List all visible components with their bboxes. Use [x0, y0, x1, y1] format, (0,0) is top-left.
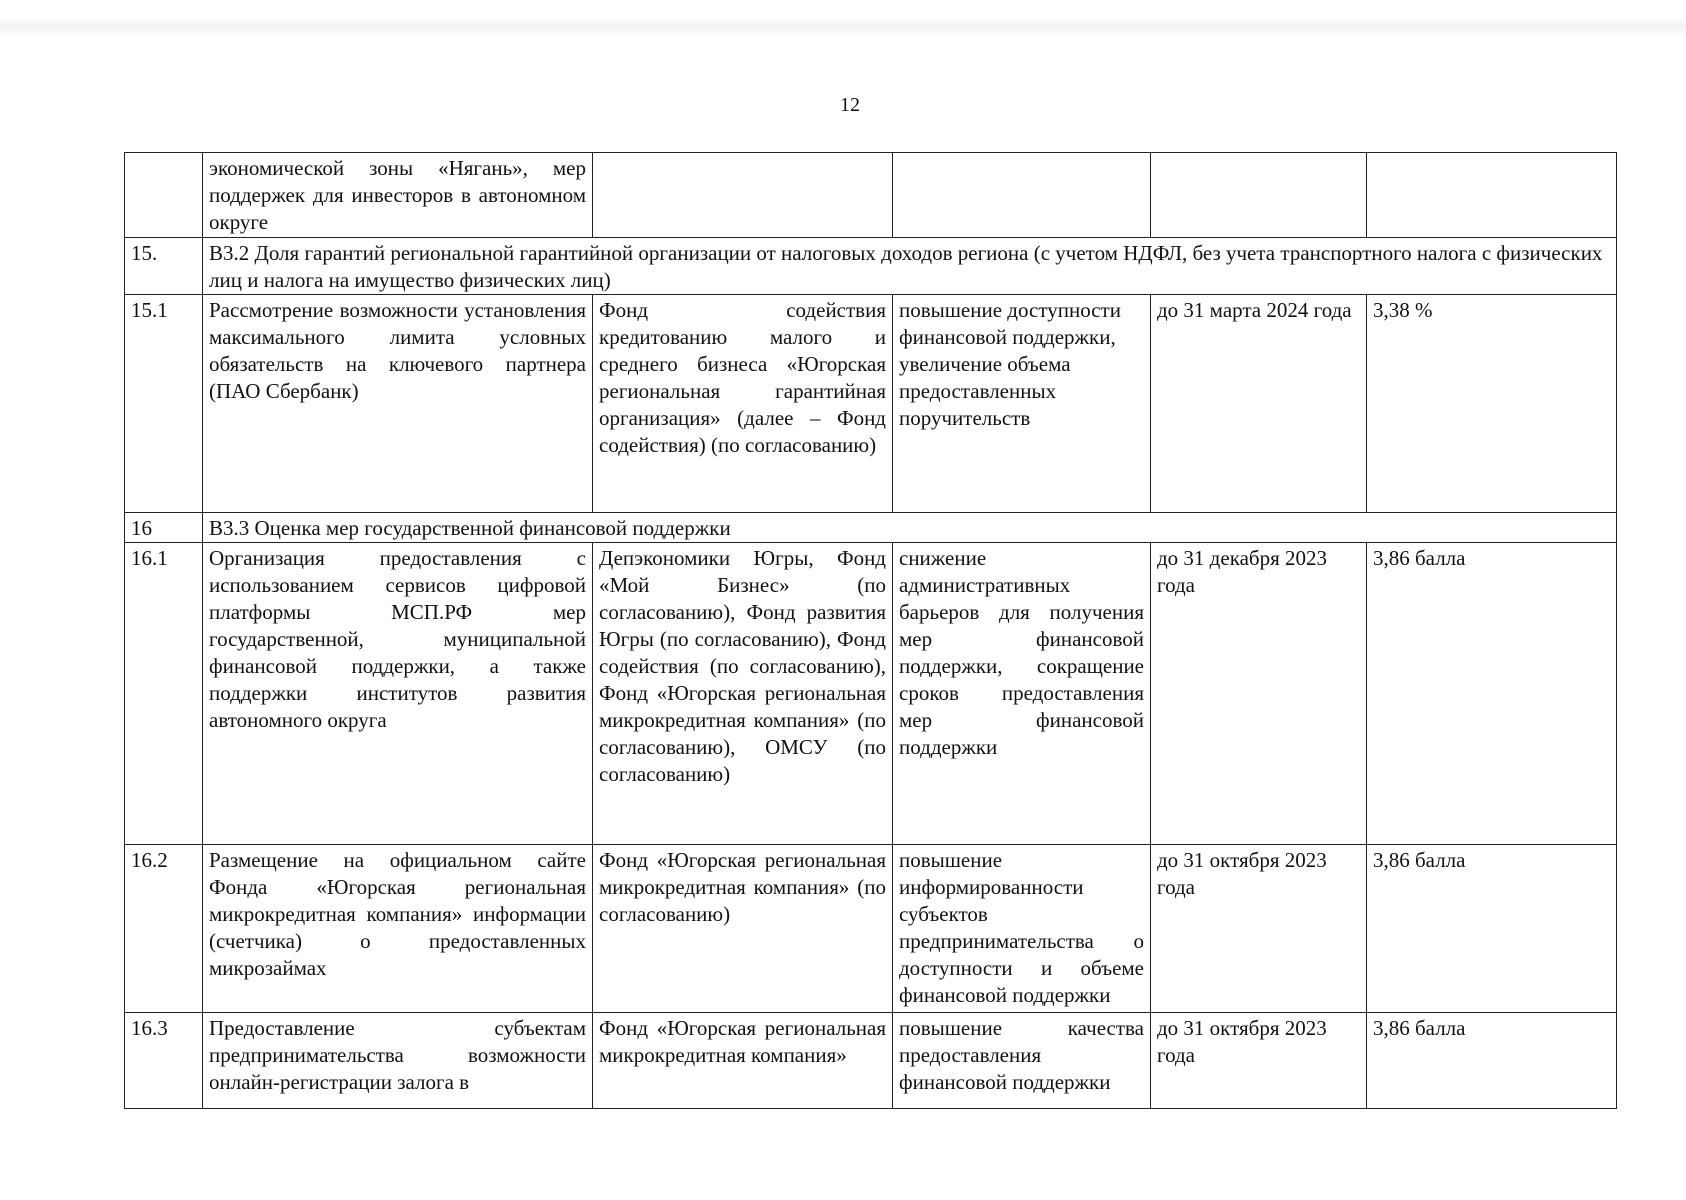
executor-cell: Фонд содействия кредитованию малого и среднего бизнеса «Югорская региональная гарантийная организация» (далее – Фонд содействия) (по согласованию) — [593, 295, 893, 513]
deadline-cell: до 31 октября 2023 года — [1151, 845, 1367, 1013]
deadline-cell: до 31 декабря 2023 года — [1151, 543, 1367, 845]
table-row — [125, 543, 1617, 845]
table-row — [125, 845, 1617, 1013]
result-cell — [893, 153, 1151, 238]
action-cell: Размещение на официальном сайте Фонда «Югорская региональная микрокредитная компания» информации (счетчика) о предоставленных микрозаймах — [203, 845, 593, 1013]
value-cell: 3,38 % — [1367, 295, 1617, 513]
page-number: 12 — [840, 94, 860, 116]
result-cell: повышение качества предоставления финансовой поддержки — [893, 1013, 1151, 1109]
executor-cell: Фонд «Югорская региональная микрокредитная компания» (по согласованию) — [593, 845, 893, 1013]
row-number: 16.3 — [125, 1013, 203, 1109]
executor-cell — [593, 153, 893, 238]
action-cell: экономической зоны «Нягань», мер поддержек для инвесторов в автономном округе — [203, 153, 593, 238]
row-number: 16.1 — [125, 543, 203, 845]
section-row — [125, 513, 1617, 543]
section-row — [125, 238, 1617, 295]
deadline-cell — [1151, 153, 1367, 238]
table-row — [125, 1013, 1617, 1109]
action-cell: Предоставление субъектам предпринимательства возможности онлайн-регистрации залога в — [203, 1013, 593, 1109]
table-row — [125, 295, 1617, 513]
section-title: В3.3 Оценка мер государственной финансовой поддержки — [203, 513, 1617, 543]
row-number: 15.1 — [125, 295, 203, 513]
value-cell: 3,86 балла — [1367, 1013, 1617, 1109]
action-cell: Организация предоставления с использованием сервисов цифровой платформы МСП.РФ мер государственной, муниципальной финансовой поддержки, а также поддержки институтов развития автономного округа — [203, 543, 593, 845]
measures-table — [124, 152, 1617, 1109]
result-cell: повышение информированности субъектов предпринимательства о доступности и объеме финансовой поддержки — [893, 845, 1151, 1013]
section-title: В3.2 Доля гарантий региональной гарантийной организации от налоговых доходов региона (с учетом НДФЛ, без учета транспортного налога с физических лиц и налога на имущество физических лиц) — [203, 238, 1617, 295]
result-cell: снижение административных барьеров для получения мер финансовой поддержки, сокращение сроков предоставления мер финансовой поддержки — [893, 543, 1151, 845]
scan-edge — [0, 18, 1686, 36]
deadline-cell: до 31 марта 2024 года — [1151, 295, 1367, 513]
executor-cell: Депэкономики Югры, Фонд «Мой Бизнес» (по согласованию), Фонд развития Югры (по согласованию), Фонд содействия (по согласованию), Фонд «Югорская региональная микрокредитная компания» (по согласованию), ОМСУ (по согласованию) — [593, 543, 893, 845]
table-row — [125, 153, 1617, 238]
value-cell: 3,86 балла — [1367, 543, 1617, 845]
row-number: 16.2 — [125, 845, 203, 1013]
deadline-cell: до 31 октября 2023 года — [1151, 1013, 1367, 1109]
value-cell — [1367, 153, 1617, 238]
row-number: 16 — [125, 513, 203, 543]
row-number: 15. — [125, 238, 203, 295]
result-cell: повышение доступности финансовой поддержки, увеличение объема предоставленных поручительств — [893, 295, 1151, 513]
executor-cell: Фонд «Югорская региональная микрокредитная компания» — [593, 1013, 893, 1109]
value-cell: 3,86 балла — [1367, 845, 1617, 1013]
action-cell: Рассмотрение возможности установления максимального лимита условных обязательств на ключевого партнера (ПАО Сбербанк) — [203, 295, 593, 513]
row-number — [125, 153, 203, 238]
